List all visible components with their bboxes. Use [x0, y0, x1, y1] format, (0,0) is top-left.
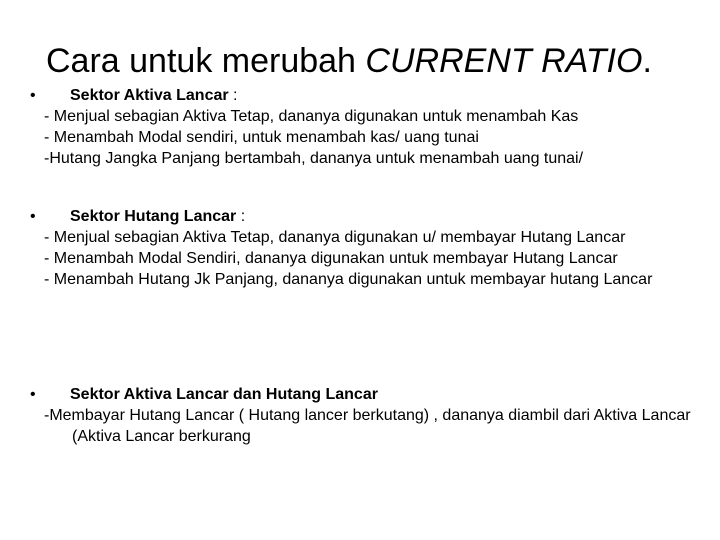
list-item: - Menambah Modal Sendiri, dananya digunakan untuk membayar Hutang Lancar: [44, 250, 618, 267]
section-heading: [30, 85, 710, 106]
slide-title: [46, 40, 706, 82]
section-aktiva-dan-hutang-lancar: [30, 384, 710, 447]
list-item: -Hutang Jangka Panjang bertambah, dananya untuk menambah uang tunai/: [44, 150, 584, 167]
section-aktiva-lancar: [30, 85, 710, 169]
bullet-icon: •: [30, 87, 36, 104]
title-emphasis: CURRENT RATIO: [365, 42, 643, 80]
list-item: - Menjual sebagian Aktiva Tetap, dananya digunakan untuk menambah Kas: [44, 108, 579, 125]
list-item: - Menjual sebagian Aktiva Tetap, dananya digunakan u/ membayar Hutang Lancar: [44, 229, 626, 246]
title-period: .: [642, 42, 652, 80]
section-heading: [30, 384, 710, 405]
section-heading-text: Sektor Aktiva Lancar dan Hutang Lancar: [70, 386, 378, 403]
bullet-icon: •: [30, 386, 36, 403]
section-heading-suffix: :: [228, 87, 238, 104]
section-hutang-lancar: [30, 206, 710, 290]
bullet-icon: •: [30, 208, 36, 225]
title-text: Cara untuk merubah: [46, 42, 366, 80]
list-item: - Menambah Modal sendiri, untuk menambah kas/ uang tunai: [44, 129, 479, 146]
section-heading-suffix: :: [236, 208, 246, 225]
section-heading-text: Sektor Hutang Lancar: [70, 208, 237, 225]
list-item: - Menambah Hutang Jk Panjang, dananya digunakan untuk membayar hutang Lancar: [44, 271, 653, 288]
section-heading: [30, 206, 710, 227]
list-item: -Membayar Hutang Lancar ( Hutang lancer berkutang) , dananya diambil dari Aktiva Lancar (Aktiva Lancar berkurang: [44, 407, 691, 445]
section-heading-text: Sektor Aktiva Lancar: [70, 87, 229, 104]
